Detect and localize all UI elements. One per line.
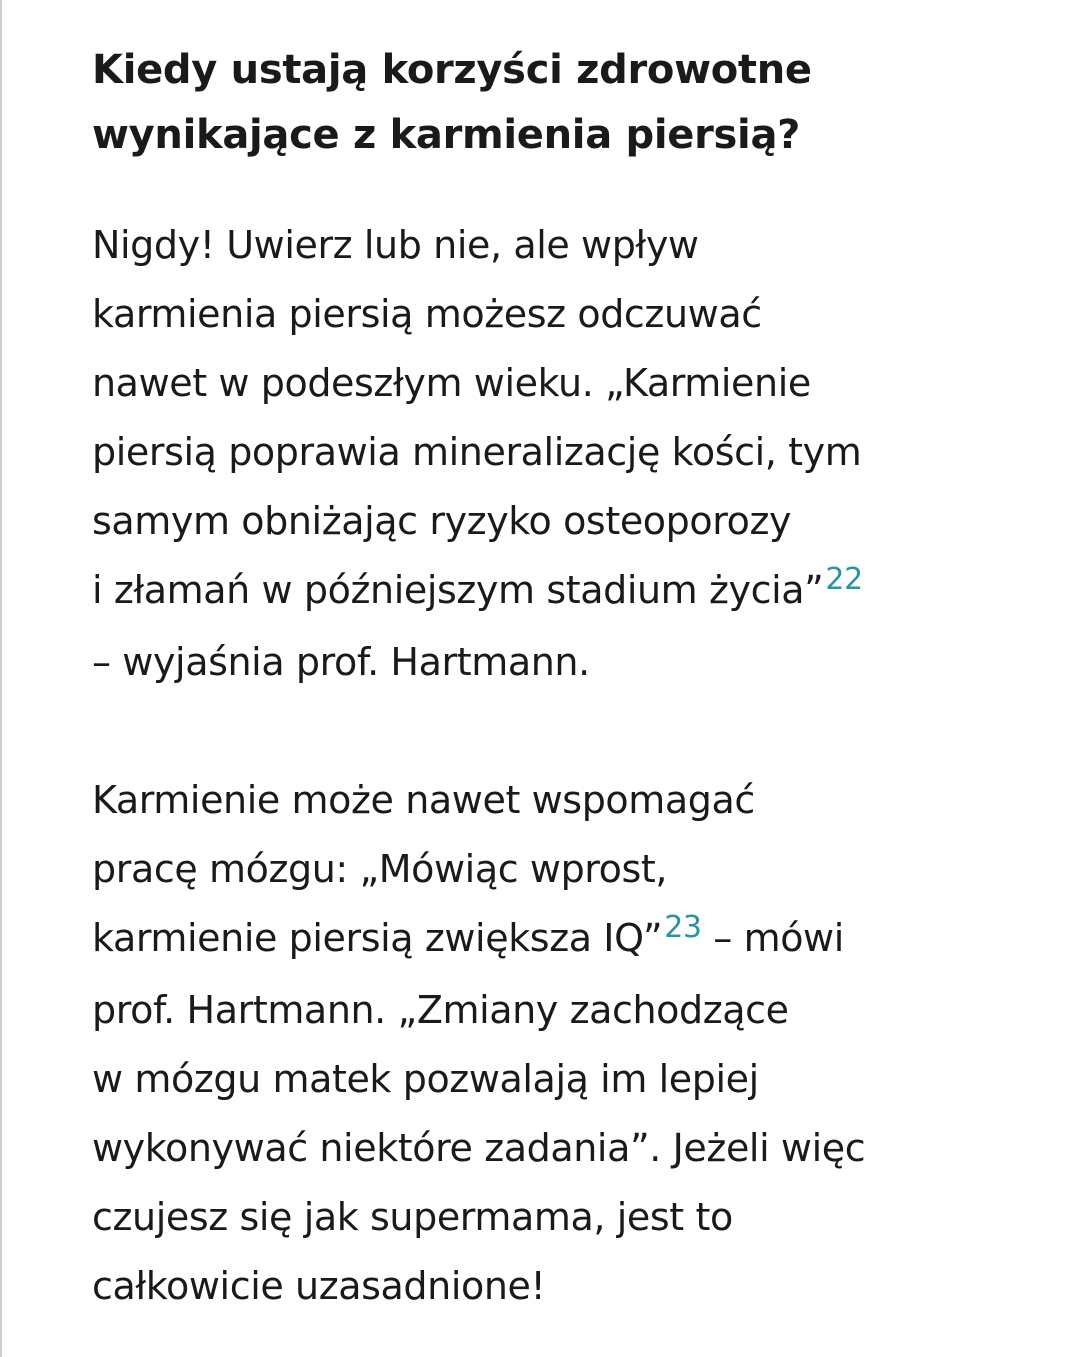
text-line-with-reference xyxy=(92,904,1022,976)
text-line-with-reference xyxy=(92,556,1022,628)
paragraph-bone-health xyxy=(92,211,1022,697)
text-line: wykonywać niektóre zadania”. Jeżeli więc xyxy=(92,1126,866,1170)
article-heading xyxy=(92,38,1022,168)
article-body xyxy=(92,38,1022,1321)
text-segment: – mówi xyxy=(701,916,844,960)
text-line: Nigdy! Uwierz lub nie, ale wpływ xyxy=(92,223,699,267)
text-line: karmienia piersią możesz odczuwać xyxy=(92,292,762,336)
text-line: samym obniżając ryzyko osteoporozy xyxy=(92,499,792,543)
text-line: w mózgu matek pozwalają im lepiej xyxy=(92,1057,759,1101)
text-line: nawet w podeszłym wieku. „Karmienie xyxy=(92,361,811,405)
text-line: pracę mózgu: „Mówiąc wprost, xyxy=(92,847,668,891)
footnote-reference-22[interactable]: 22 xyxy=(825,562,863,597)
heading-line-2: wynikające z karmienia piersią? xyxy=(92,112,801,158)
text-line: prof. Hartmann. „Zmiany zachodzące xyxy=(92,988,789,1032)
text-line: czujesz się jak supermama, jest to xyxy=(92,1195,733,1239)
text-line: – wyjaśnia prof. Hartmann. xyxy=(92,640,590,684)
footnote-reference-23[interactable]: 23 xyxy=(664,910,702,945)
text-segment: i złamań w późniejszym stadium życia” xyxy=(92,568,824,612)
text-line: piersią poprawia mineralizację kości, tym xyxy=(92,430,862,474)
paragraph-brain-function xyxy=(92,766,1022,1321)
page-edge-divider xyxy=(0,0,2,1357)
text-line: całkowicie uzasadnione! xyxy=(92,1264,546,1308)
heading-line-1: Kiedy ustają korzyści zdrowotne xyxy=(92,47,812,93)
text-segment: karmienie piersią zwiększa IQ” xyxy=(92,916,663,960)
text-line: Karmienie może nawet wspomagać xyxy=(92,778,755,822)
